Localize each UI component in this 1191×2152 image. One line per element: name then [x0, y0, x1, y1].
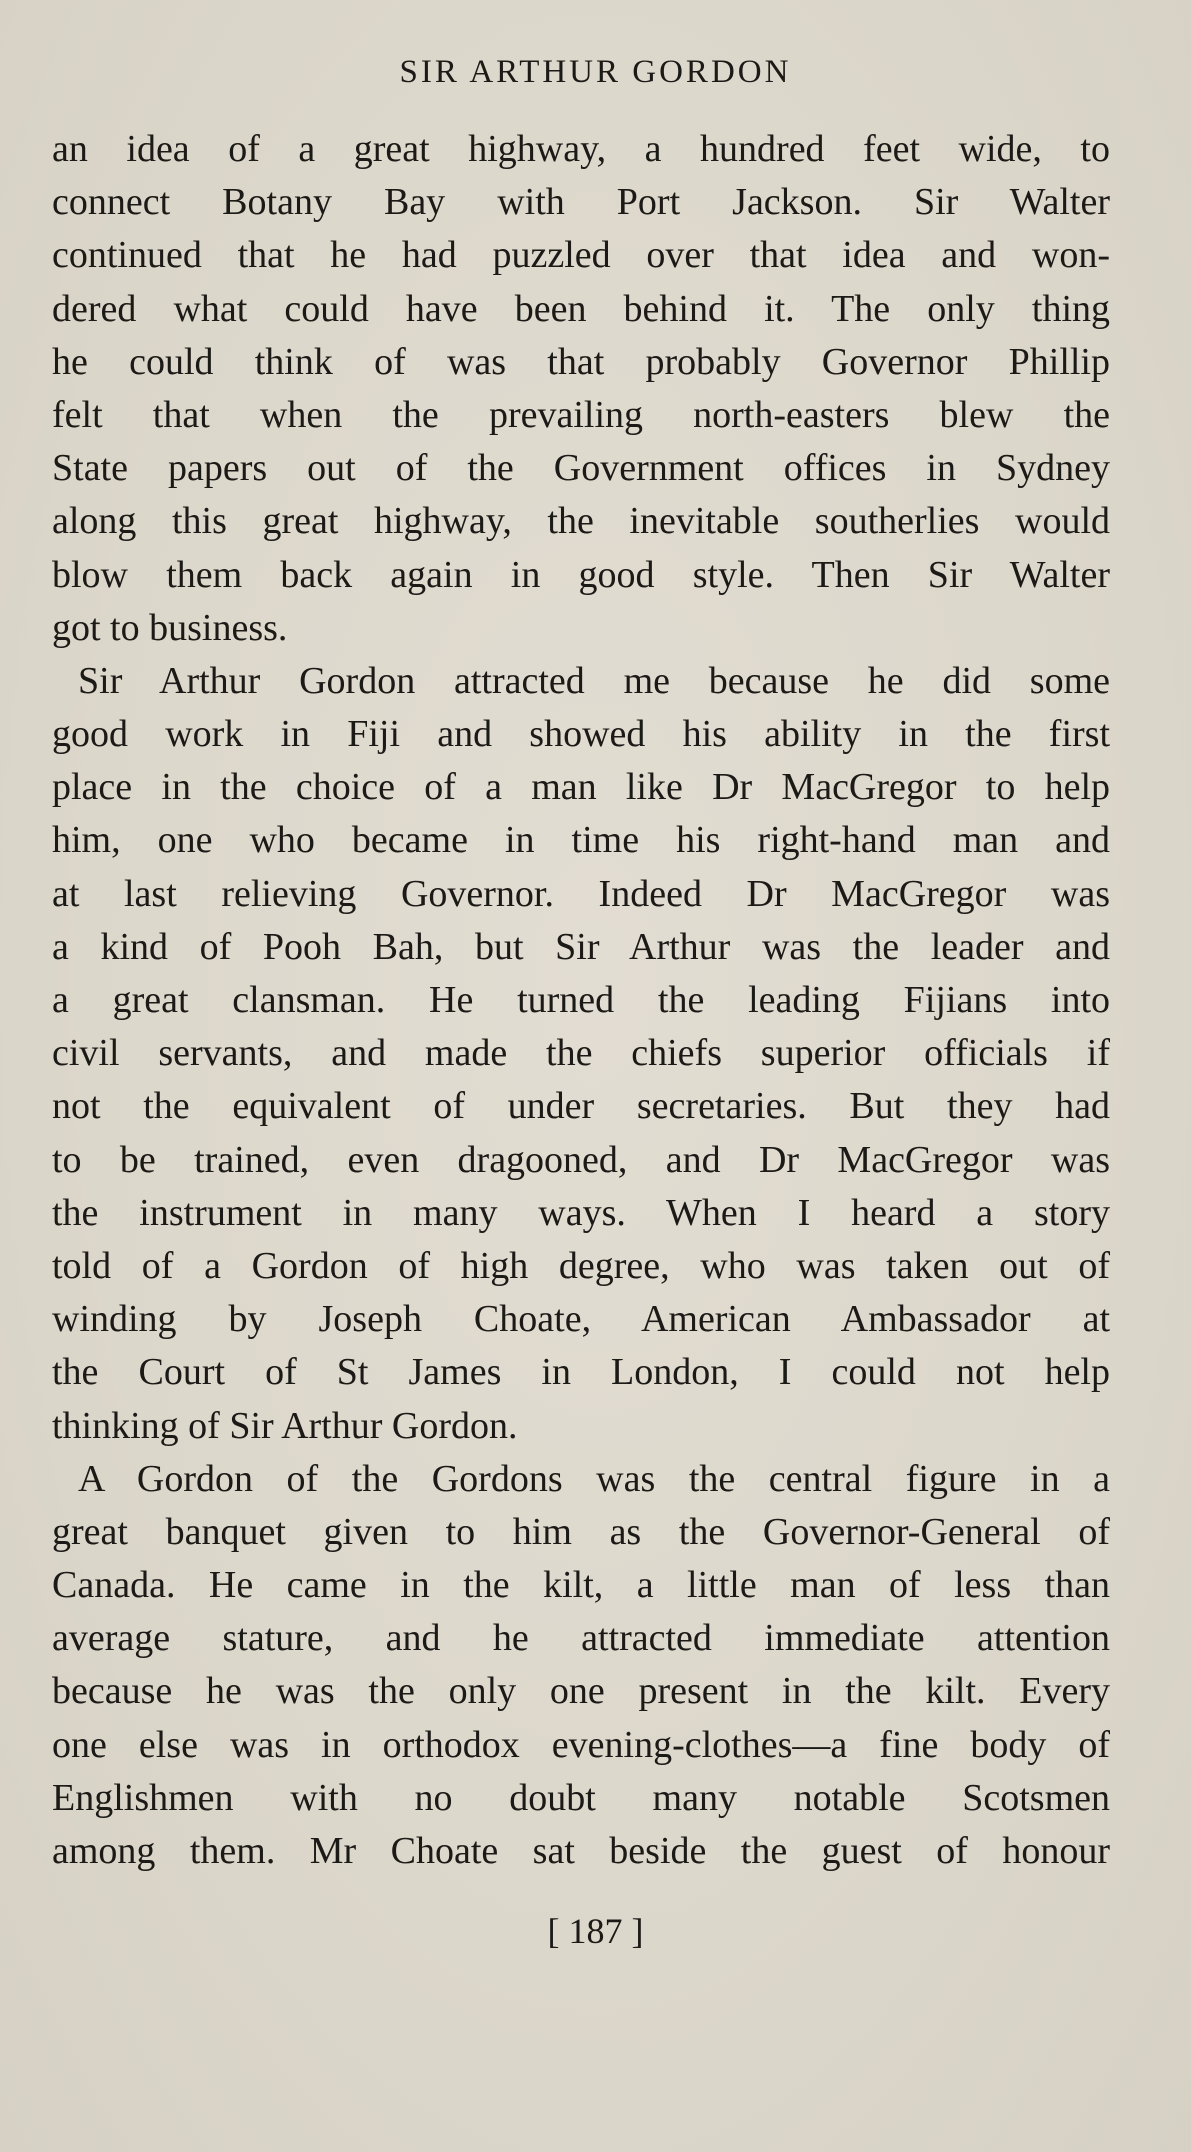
text-line: place in the choice of a man like Dr MacGregor to help — [52, 766, 1110, 809]
text-line: A Gordon of the Gordons was the central figure in a — [78, 1457, 1110, 1500]
text-line: Sir Arthur Gordon attracted me because he did some — [78, 659, 1110, 702]
text-line: got to business. — [52, 606, 288, 649]
text-line: told of a Gordon of high degree, who was taken out of — [52, 1244, 1110, 1287]
text-line: because he was the only one present in the kilt. Every — [52, 1670, 1110, 1713]
text-line: the instrument in many ways. When I heard a story — [52, 1191, 1110, 1234]
text-line: good work in Fiji and showed his ability in the first — [52, 713, 1110, 756]
text-line: not the equivalent of under secretaries. But they had — [52, 1085, 1110, 1128]
body-text — [52, 123, 1110, 1878]
text-line: him, one who became in time his right-hand man and — [52, 819, 1110, 862]
text-line: civil servants, and made the chiefs superior officials if — [52, 1032, 1110, 1075]
text-line: he could think of was that probably Governor Phillip — [52, 340, 1110, 383]
text-line: winding by Joseph Choate, American Ambassador at — [52, 1298, 1110, 1341]
text-line: along this great highway, the inevitable southerlies would — [52, 500, 1110, 543]
text-line: one else was in orthodox evening-clothes—a fine body of — [52, 1723, 1110, 1766]
text-line: felt that when the prevailing north-easters blew the — [52, 393, 1110, 436]
text-line: among them. Mr Choate sat beside the guest of honour — [52, 1830, 1110, 1872]
text-line: connect Botany Bay with Port Jackson. Sir Walter — [52, 181, 1110, 224]
text-line: a great clansman. He turned the leading Fijians into — [52, 979, 1110, 1021]
text-line: thinking of Sir Arthur Gordon. — [52, 1404, 518, 1447]
text-line: to be trained, even dragooned, and Dr MacGregor was — [52, 1138, 1110, 1181]
page-number: [ 187 ] — [547, 1911, 644, 1951]
text-line: Canada. He came in the kilt, a little man of less than — [52, 1564, 1110, 1607]
text-line: dered what could have been behind it. The only thing — [52, 287, 1110, 330]
text-line: the Court of St James in London, I could not help — [52, 1351, 1110, 1394]
text-line: blow them back again in good style. Then Sir Walter — [52, 553, 1110, 596]
text-line: average stature, and he attracted immediate attention — [52, 1617, 1110, 1660]
text-line: an idea of a great highway, a hundred feet wide, to — [52, 128, 1110, 170]
text-line: State papers out of the Government offices in Sydney — [52, 447, 1110, 490]
text-line: at last relieving Governor. Indeed Dr MacGregor was — [52, 872, 1110, 915]
text-line: Englishmen with no doubt many notable Scotsmen — [52, 1776, 1110, 1819]
text-line: continued that he had puzzled over that idea and won- — [52, 234, 1110, 277]
text-line: a kind of Pooh Bah, but Sir Arthur was the leader and — [52, 925, 1110, 968]
running-head: SIR ARTHUR GORDON — [399, 54, 792, 90]
text-line: great banquet given to him as the Governor-General of — [52, 1510, 1110, 1553]
